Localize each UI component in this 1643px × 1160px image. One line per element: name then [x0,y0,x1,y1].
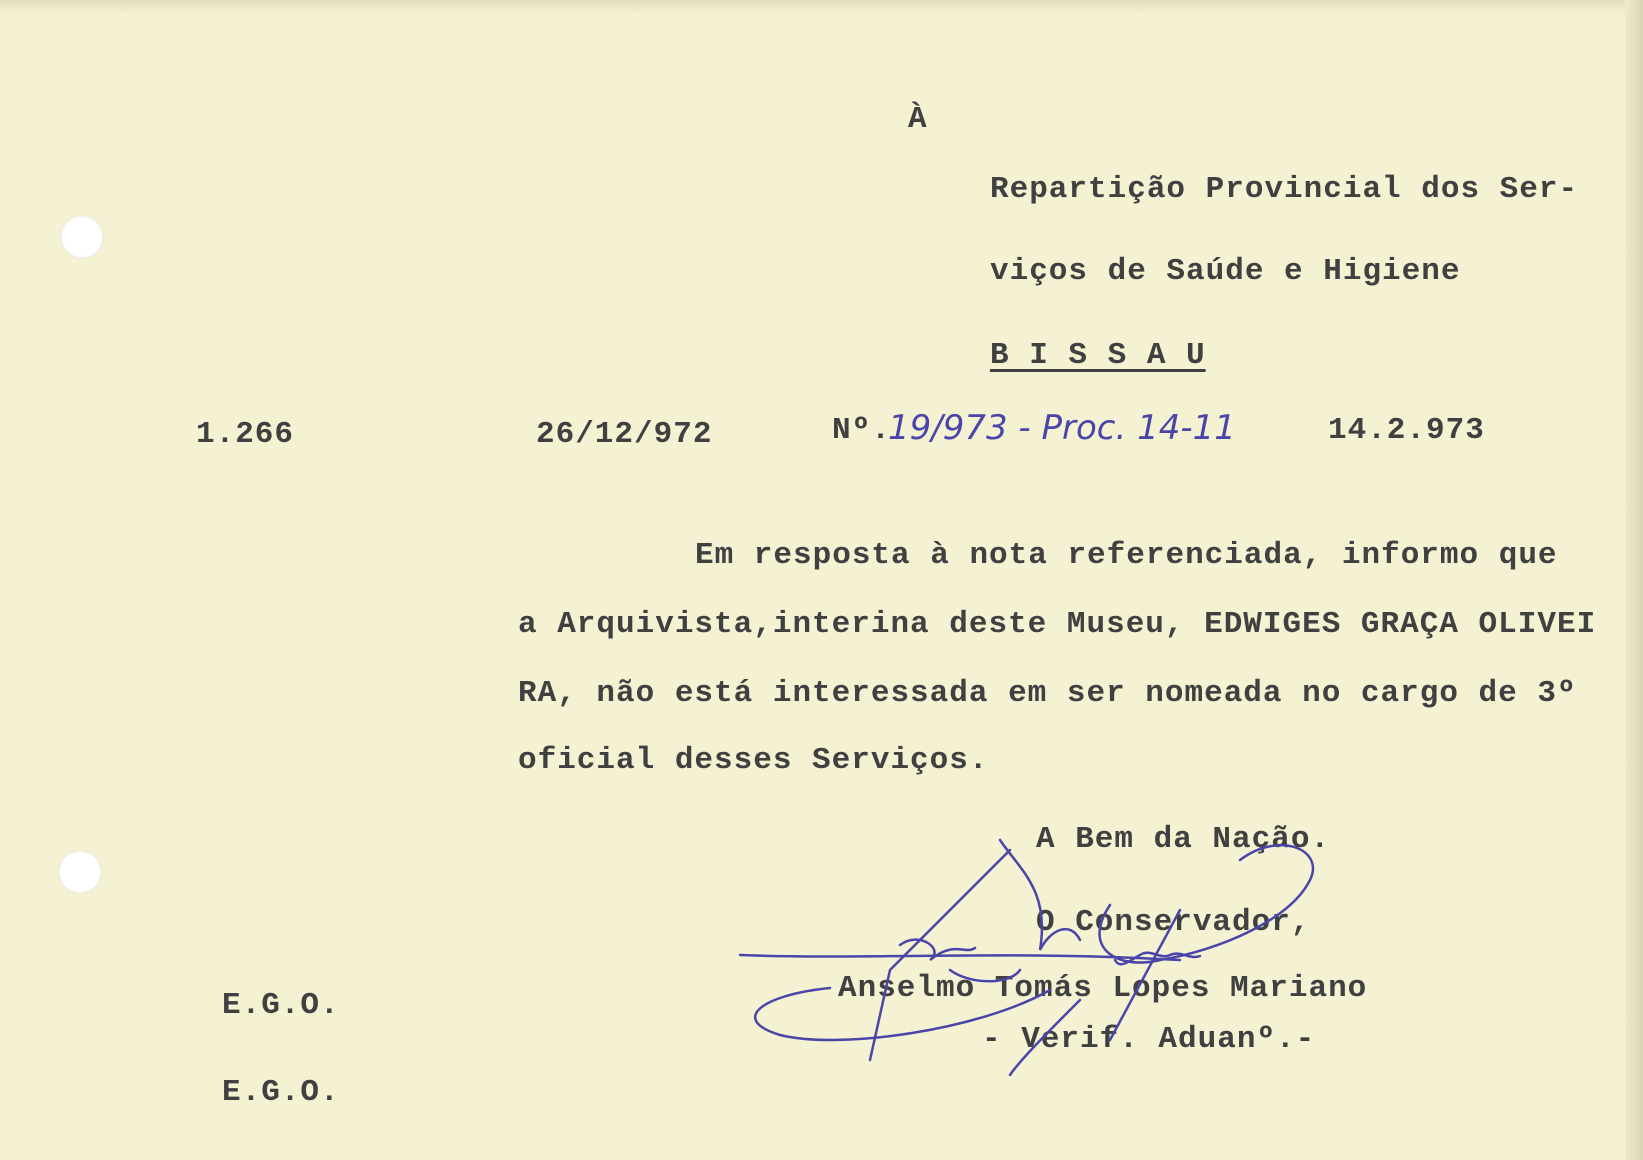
salutation: À [908,102,928,137]
signatory-name: Anselmo Tomás Lopes Mariano [838,971,1368,1006]
paper-right-edge [1625,0,1643,1160]
letter-date: 14.2.973 [1328,413,1485,448]
addressee-line-1: Repartição Provincial dos Ser- [990,172,1579,207]
reference-date: 26/12/972 [536,417,713,452]
reference-number: 1.266 [196,417,295,452]
punch-hole-lower [58,850,102,894]
handwritten-process-number: 19/973 - Proc. 14-11 [888,408,1236,448]
closing-motto: A Bem da Nação. [1036,822,1331,857]
punch-hole-upper [60,215,104,259]
initials-1: E.G.O. [222,988,340,1023]
addressee-city: B I S S A U [990,338,1206,373]
paper-top-edge [0,0,1643,14]
initials-2: E.G.O. [222,1075,340,1110]
signatory-title: O Conservador, [1036,905,1311,940]
body-line-3: RA, não está interessada em ser nomeada no cargo de 3º [518,676,1577,711]
number-label: Nº. [832,413,891,448]
body-line-2: a Arquivista,interina deste Museu, EDWIGES GRAÇA OLIVEI [518,607,1597,642]
body-line-1: Em resposta à nota referenciada, informo que [695,538,1558,573]
addressee-line-2: viços de Saúde e Higiene [990,254,1461,289]
signatory-role: - Verif. Aduanº.- [982,1022,1316,1057]
handwritten-signature [720,810,1380,1080]
body-line-4: oficial desses Serviços. [518,743,989,778]
